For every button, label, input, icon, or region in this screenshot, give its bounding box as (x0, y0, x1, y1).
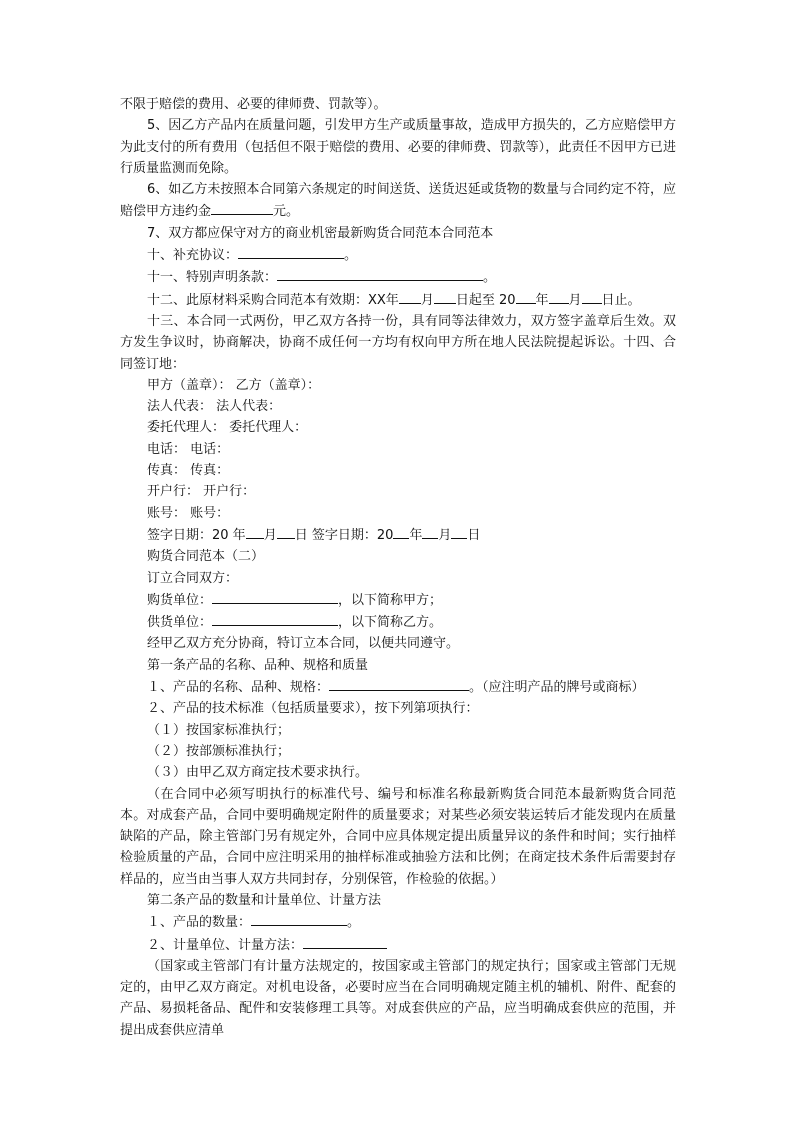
standard-option-1 (120, 720, 676, 741)
validity-period (120, 289, 676, 311)
clause-text: 。（应注明产品的牌号或商标） (469, 680, 645, 696)
signature-field: 传真： 传真： (147, 463, 230, 479)
clause-text: 月 (438, 527, 452, 543)
fill-blank (277, 524, 295, 539)
standard-option-2 (120, 741, 676, 762)
signature-field: 账号： 账号： (147, 505, 230, 521)
text-line (120, 94, 676, 115)
clause-text: １、产品的名称、品种、规格： (147, 680, 330, 696)
clause-text: ２、产品的技术标准（包括质量要求），按下列第项执行： (147, 701, 479, 717)
signature-field: 签字日期：20 年 (147, 527, 246, 543)
clause-text: 十三、本合同一式两份，甲乙双方各持一份，具有同等法律效力，双方签字盖章后生效。双方发生争议时，协商解决，协商不成任何一方均有权向甲方所在地人民法院提起诉讼。十四、合同签订地： (120, 313, 676, 372)
clause-text: 日起至 20 (455, 292, 516, 308)
clause-13 (120, 311, 676, 375)
article-2-item-1 (120, 911, 676, 933)
heading-text: 第一条产品的名称、品种、规格和质量 (147, 657, 369, 673)
article-1-heading (120, 655, 676, 676)
section-title (120, 546, 676, 567)
fill-blank (246, 524, 264, 539)
fill-blank (277, 266, 483, 281)
parties-label (120, 568, 676, 589)
clause-text: （国家或主管部门有计量方法规定的，按国家或主管部门的规定执行；国家或主管部门无规定的，由甲乙双方商定。对机电设备，必要时应当在合同明确规定随主机的辅机、附件、配套的产品、易损耗备品、配件和安装修理工具等。对成套供应的产品，应当明确成套供应的范围，并提出成套供应清单 (120, 958, 676, 1038)
clause-7 (120, 223, 676, 244)
signature-field: 电话： 电话： (147, 441, 230, 457)
fill-blank (211, 200, 273, 215)
clause-text: 月 (568, 292, 582, 308)
quality-note (120, 784, 676, 890)
fill-blank (303, 934, 387, 949)
fill-blank (399, 289, 421, 304)
clause-text: 十一、特别声明条款： (147, 270, 278, 286)
clause-text: 供货单位： (147, 615, 213, 631)
signature-account (120, 503, 676, 524)
article-1-item-2 (120, 698, 676, 719)
fill-blank (251, 911, 347, 926)
clause-text: 7、双方都应保守对方的商业机密最新购货合同范本合同范本 (147, 225, 494, 241)
clause-text: 不限于赔偿的费用、必要的律师费、罚款等）。 (120, 97, 387, 112)
buyer-line (120, 589, 676, 611)
preamble (120, 633, 676, 654)
signature-phone (120, 439, 676, 460)
clause-text: （３）由甲乙双方商定技术要求执行。 (147, 765, 369, 781)
clause-text: 。 (347, 915, 361, 931)
clause-text: （１）按国家标准执行； (147, 722, 291, 738)
signature-field: 甲方（盖章）： 乙方（盖章）： (147, 377, 321, 393)
special-statement (120, 266, 676, 288)
clause-text: 日止。 (601, 292, 641, 308)
signature-agent (120, 417, 676, 438)
article-2-heading (120, 890, 676, 911)
article-2-item-2 (120, 934, 676, 956)
clause-text: 元。 (273, 204, 300, 220)
signature-field: 委托代理人： 委托代理人： (147, 420, 308, 436)
fill-blank (434, 289, 456, 304)
clause-text: ，以下简称乙方。 (338, 615, 443, 631)
fill-blank (582, 289, 602, 304)
signature-fax (120, 460, 676, 481)
clause-text: ２、计量单位、计量方法： (147, 937, 304, 953)
clause-text: 日 (467, 527, 481, 543)
heading-text: 第二条产品的数量和计量单位、计量方法 (147, 892, 382, 908)
clause-text: 6、如乙方未按照本合同第六条规定的时间送货、送货迟延或货物的数量与合同约定不符，应赔偿甲方违约金 (120, 182, 676, 220)
signature-field: 日 签字日期：20 (294, 527, 394, 543)
clause-5 (120, 115, 676, 179)
fill-blank (212, 611, 338, 626)
signature-date (120, 524, 676, 546)
fill-blank (212, 589, 338, 604)
fill-blank (329, 676, 469, 691)
fill-blank (238, 244, 344, 259)
clause-text: 5、因乙方产品内在质量问题，引发甲方生产或质量事故，造成甲方损失的，乙方应赔偿甲方为此支付的所有费用（包括但不限于赔偿的费用、必要的律师费、罚款等），此责任不因甲方已进行质量监测而免除。 (120, 118, 676, 176)
clause-text: 月 (420, 292, 434, 308)
clause-text: （在合同中必须写明执行的标准代号、编号和标准名称最新购货合同范本最新购货合同范本。对成套产品，合同中要明确规定附件的质量要求；对某些必须安装运转后才能发现内在质量缺陷的产品，除主管部门另有规定外，合同中应具体规定提出质量异议的条件和时间；实行抽样检验质量的产品，合同中应注明采用的抽样标准或抽验方法和比例；在商定技术条件后需要封存样品的，应当由当事人双方共同封存，分别保管，作检验的依据。） (120, 786, 676, 887)
clause-text: １、产品的数量： (147, 915, 252, 931)
signature-bank (120, 481, 676, 502)
fill-blank (516, 289, 536, 304)
clause-text: 购货单位： (147, 592, 213, 608)
measurement-note (120, 956, 676, 1041)
signature-field: 开户行： 开户行： (147, 484, 256, 500)
document-page (120, 94, 676, 1041)
fill-blank (422, 524, 438, 539)
fill-blank (451, 524, 467, 539)
clause-6 (120, 179, 676, 223)
clause-text: 十、补充协议： (147, 248, 239, 264)
signature-legal-rep (120, 396, 676, 417)
heading-text: 购货合同范本（二） (147, 549, 265, 565)
clause-text: 年 (535, 292, 549, 308)
clause-text: ，以下简称甲方； (338, 592, 443, 608)
clause-text: 月 (263, 527, 277, 543)
clause-text: 年 (409, 527, 423, 543)
supplier-line (120, 611, 676, 633)
signature-field: 法人代表： 法人代表： (147, 399, 282, 415)
fill-blank (549, 289, 569, 304)
clause-text: 。 (483, 270, 497, 286)
supplementary-agreement (120, 244, 676, 266)
article-1-item-1 (120, 676, 676, 698)
clause-text: 经甲乙双方充分协商，特订立本合同，以便共同遵守。 (147, 636, 460, 652)
clause-text: 。 (344, 248, 358, 264)
standard-option-3 (120, 762, 676, 783)
clause-text: 订立合同双方： (147, 570, 239, 586)
signature-seal (120, 375, 676, 396)
clause-text: 十二、此原材料采购合同范本有效期：XX年 (147, 292, 399, 308)
fill-blank (393, 524, 409, 539)
clause-text: （２）按部颁标准执行； (147, 743, 291, 759)
